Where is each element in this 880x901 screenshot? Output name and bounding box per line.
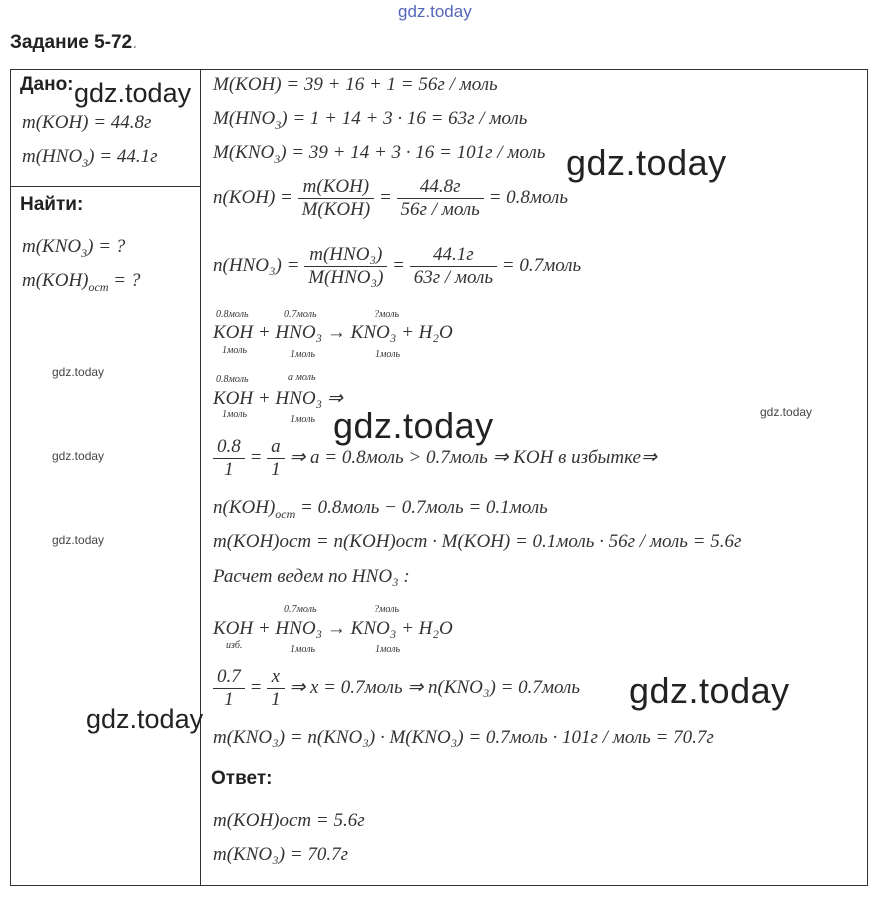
given-heading: Дано: <box>20 74 74 95</box>
moles-hno3: n(HNO₃) = $\frac{\text{m(HNO₃)}}{\text{M(HNO₃)}}$ = $\frac{44.1г}{\text{63г / моль}}$ = 0.7моль <box>213 244 582 288</box>
given-hno3: $m(HNO_3) = 44.1г$ <box>22 146 158 170</box>
watermark: gdz.today <box>52 533 105 547</box>
watermark: gdz.today <box>74 78 192 108</box>
molar-mass-koh: M(KOH) = 39 + 16 + 1 = 56г / моль <box>213 74 498 95</box>
excess-moles-koh: $n(KOH)_{ост}$ = 0.8моль − 0.7моль = 0.1моль <box>213 497 548 521</box>
eq3-mol-kno3: 1моль <box>375 644 401 655</box>
watermark: gdz.today <box>629 670 790 711</box>
eq3-mol-hno3: 1моль <box>290 644 316 655</box>
eq1-mol-hno3: 1моль <box>290 349 316 360</box>
molar-mass-kno3: $M(KNO_3) = 39 + 14 + 3 \cdot 16 = 101г$ / моль <box>213 142 546 166</box>
watermark: gdz.today <box>398 2 472 21</box>
find-koh-excess: $m(KOH)_{ост}$ = ? <box>22 270 141 294</box>
eq3-coef-kno3: ?моль <box>374 604 400 615</box>
moles-koh: n(KOH) = $\frac{\text{m(KOH)}}{\text{M(KOH)}}$ = $\frac{44.8г}{\text{56г / моль}}$ = 0.8моль <box>213 176 568 220</box>
mass-kno3: m(KNO₃) = n(KNO₃) · M(KNO₃) = 0.7моль · 101г / моль = 70.7г <box>213 727 714 748</box>
eq2-coef-koh: 0.8моль <box>216 374 249 385</box>
given-koh: m(KOH) = 44.8г <box>22 112 152 133</box>
calculation-note: Расчет ведем по HNO₃ : <box>213 566 410 587</box>
page-title: Задание 5-72. <box>10 32 138 53</box>
eq3-excess-koh: изб. <box>226 640 243 651</box>
watermark: gdz.today <box>52 449 105 463</box>
molar-mass-hno3: $M(HNO_3) = 1 + 14 + 3 \cdot 16 = 63г$ / моль <box>213 108 528 132</box>
answer-koh: m(KOH)ост = 5.6г <box>213 810 365 831</box>
answer-heading: Ответ: <box>211 768 273 789</box>
eq1-mol-kno3: 1моль <box>375 349 401 360</box>
proportion-a: $\frac{0.8}{1}$ = $\frac{a}{1}$ ⇒ a = 0.8моль > 0.7моль ⇒ KOH в избытке⇒ <box>213 436 657 481</box>
watermark: gdz.today <box>52 365 105 379</box>
eq1-coef-kno3: ?моль <box>374 309 400 320</box>
proportion-x: $\frac{0.7}{1}$ = $\frac{x}{1}$ ⇒ x = 0.7моль ⇒ n(KNO₃) = 0.7моль <box>213 666 580 711</box>
reaction-equation-3: KOH + HNO₃ → KNO₃ + H₂O <box>213 618 453 639</box>
column-divider <box>200 69 201 886</box>
eq2-mol-hno3: 1моль <box>290 414 316 425</box>
watermark: gdz.today <box>760 405 813 419</box>
answer-kno3: m(KNO₃) = 70.7г <box>213 844 349 865</box>
reaction-equation-1: KOH + HNO₃ → KNO₃ + H₂O <box>213 322 453 343</box>
eq1-coef-hno3: 0.7моль <box>284 309 317 320</box>
eq3-coef-hno3: 0.7моль <box>284 604 317 615</box>
reaction-equation-2: KOH + HNO₃ ⇒ <box>213 388 343 409</box>
eq2-coef-hno3: a моль <box>288 372 316 383</box>
given-find-divider <box>10 186 200 187</box>
find-heading: Найти: <box>20 194 84 215</box>
eq1-coef-koh: 0.8моль <box>216 309 249 320</box>
watermark: gdz.today <box>86 704 204 734</box>
excess-mass-koh: m(KOH)ост = n(KOH)ост · M(KOH) = 0.1моль · 56г / моль = 5.6г <box>213 531 742 552</box>
watermark: gdz.today <box>333 405 494 446</box>
watermark: gdz.today <box>566 142 727 183</box>
eq2-mol-koh: 1моль <box>222 409 248 420</box>
eq1-mol-koh: 1моль <box>222 345 248 356</box>
find-kno3: $m(KNO_3)$ = ? <box>22 236 126 260</box>
